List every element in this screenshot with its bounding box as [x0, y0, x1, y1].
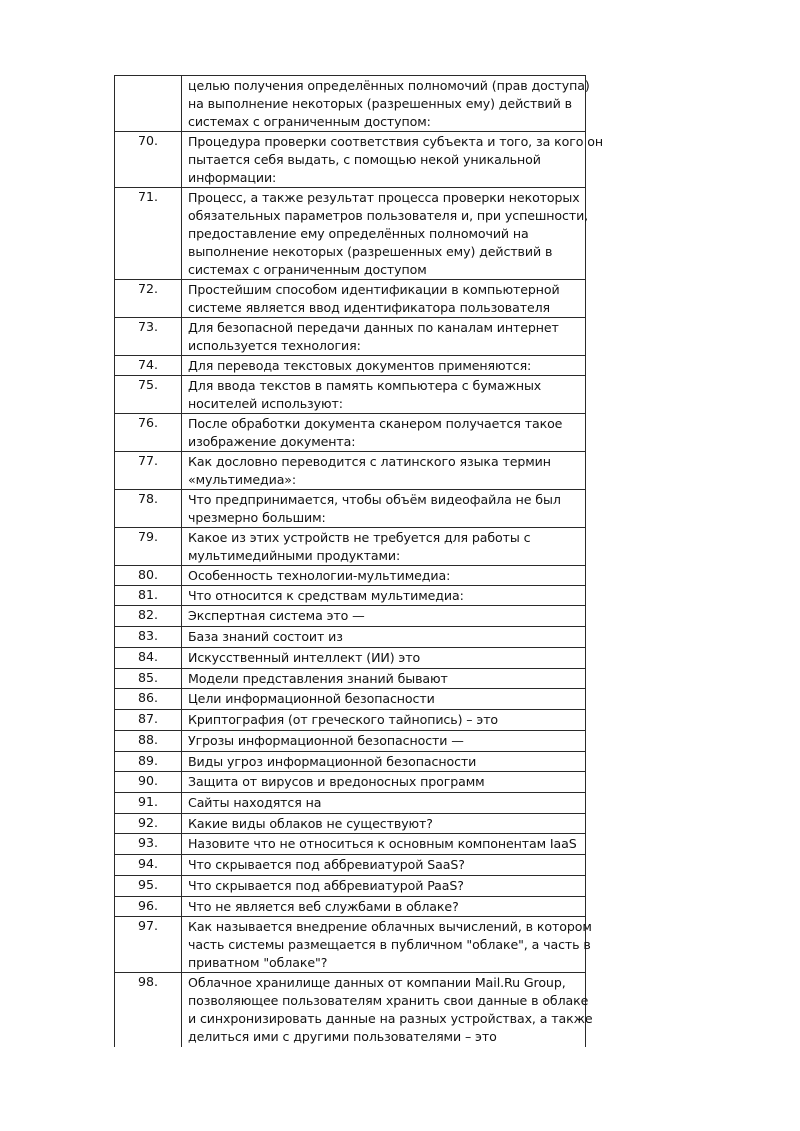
question-text-line: Модели представления знаний бывают: [188, 671, 448, 686]
question-number: 97.: [115, 917, 182, 973]
table-row: [115, 627, 586, 648]
question-text-line: Особенность технологии-мультимедиа:: [188, 568, 451, 583]
question-number: 88.: [115, 731, 182, 752]
question-number: 74.: [115, 356, 182, 376]
question-number: 71.: [115, 188, 182, 280]
table-row: [115, 752, 586, 772]
question-number: 75.: [115, 376, 182, 414]
question-text-line: Экспертная система это —: [188, 608, 365, 623]
question-text: [182, 814, 586, 834]
question-text-line: Для безопасной передачи данных по каналам интернет: [188, 320, 559, 335]
table-row: [115, 376, 586, 414]
table-row: [115, 414, 586, 452]
question-text-line: предоставление ему определённых полномочий на: [188, 226, 529, 241]
table-row: [115, 689, 586, 710]
question-text-line: Что предпринимается, чтобы объём видеофайла не был: [188, 492, 561, 507]
question-text: [182, 188, 589, 280]
table-row: [115, 132, 586, 188]
question-text-line: Искусственный интеллект (ИИ) это: [188, 650, 421, 665]
question-text: [182, 731, 586, 752]
question-text-line: пытается себя выдать, с помощью некой уникальной: [188, 152, 541, 167]
question-text: [182, 855, 586, 876]
question-text-line: Облачное хранилище данных от компании Mail.Ru Group,: [188, 975, 566, 990]
question-text: [182, 452, 586, 490]
question-text: [182, 414, 586, 452]
table-row: [115, 280, 586, 318]
question-number: [115, 76, 182, 132]
question-text-line: Как дословно переводится с латинского языка термин: [188, 454, 551, 469]
question-number: 79.: [115, 528, 182, 566]
table-row: [115, 772, 586, 793]
question-text: [182, 710, 586, 731]
question-number: 73.: [115, 318, 182, 356]
questions-table: [114, 75, 603, 1047]
question-number: 96.: [115, 897, 182, 917]
table-row: [115, 855, 586, 876]
table-row: [115, 897, 586, 917]
table-row: [115, 876, 586, 897]
question-text-line: Цели информационной безопасности: [188, 691, 435, 706]
table-row: [115, 648, 586, 669]
table-row: [115, 188, 586, 280]
question-number: 84.: [115, 648, 182, 669]
table-row: [115, 917, 586, 973]
question-text: [182, 793, 586, 814]
question-text: [182, 917, 592, 973]
question-number: 83.: [115, 627, 182, 648]
question-number: 93.: [115, 834, 182, 855]
question-text: [182, 669, 586, 689]
question-number: 92.: [115, 814, 182, 834]
question-text-line: мультимедийными продуктами:: [188, 548, 401, 563]
question-text: [182, 586, 586, 606]
table-row: [115, 814, 586, 834]
question-number: 76.: [115, 414, 182, 452]
question-text: [182, 376, 586, 414]
question-text: [182, 606, 586, 627]
question-text-line: используется технология:: [188, 338, 361, 353]
question-text: [182, 648, 586, 669]
table-row: [115, 834, 586, 855]
question-text: [182, 752, 586, 772]
question-text: [182, 490, 586, 528]
questions-table-body: [115, 76, 603, 1047]
question-number: 72.: [115, 280, 182, 318]
question-text: [182, 356, 586, 376]
question-number: 91.: [115, 793, 182, 814]
question-number: 81.: [115, 586, 182, 606]
question-number: 70.: [115, 132, 182, 188]
table-row: [115, 452, 586, 490]
question-text-line: Угрозы информационной безопасности —: [188, 733, 464, 748]
question-text: [182, 132, 603, 188]
question-text-line: Сайты находятся на: [188, 795, 322, 810]
question-text-line: Процедура проверки соответствия субъекта и того, за кого он: [188, 134, 603, 149]
question-text-line: Как называется внедрение облачных вычислений, в котором: [188, 919, 592, 934]
question-number: 82.: [115, 606, 182, 627]
question-text-line: Какие виды облаков не существуют?: [188, 816, 433, 831]
question-text-line: Криптография (от греческого тайнопись) – это: [188, 712, 499, 727]
question-text-line: Процесс, а также результат процесса проверки некоторых: [188, 190, 580, 205]
question-text: [182, 689, 586, 710]
table-row: [115, 793, 586, 814]
question-text: [182, 528, 586, 566]
question-text-line: позволяющее пользователям хранить свои данные в облаке: [188, 993, 589, 1008]
question-number: 94.: [115, 855, 182, 876]
question-text-line: на выполнение некоторых (разрешенных ему) действий в: [188, 96, 572, 111]
question-text-line: «мультимедиа»:: [188, 472, 297, 487]
question-number: 90.: [115, 772, 182, 793]
question-text-line: системе является ввод идентификатора пользователя: [188, 300, 551, 315]
question-text-line: часть системы размещается в публичном "облаке", а часть в: [188, 937, 591, 952]
table-row: [115, 528, 586, 566]
table-row: [115, 669, 586, 689]
table-row: [115, 76, 586, 132]
question-text-line: системах с ограниченным доступом:: [188, 114, 431, 129]
question-text-line: целью получения определённых полномочий (прав доступа): [188, 78, 590, 93]
question-text-line: обязательных параметров пользователя и, при успешности,: [188, 208, 589, 223]
question-text-line: База знаний состоит из: [188, 629, 343, 644]
question-text: [182, 973, 593, 1047]
question-text-line: системах с ограниченным доступом: [188, 262, 427, 277]
table-row: [115, 586, 586, 606]
question-text-line: Какое из этих устройств не требуется для работы с: [188, 530, 531, 545]
question-number: 78.: [115, 490, 182, 528]
question-text-line: приватном "облаке"?: [188, 955, 328, 970]
question-number: 89.: [115, 752, 182, 772]
question-text: [182, 280, 586, 318]
question-text-line: Виды угроз информационной безопасности: [188, 754, 477, 769]
question-number: 86.: [115, 689, 182, 710]
question-number: 95.: [115, 876, 182, 897]
question-text-line: Для ввода текстов в память компьютера с бумажных: [188, 378, 542, 393]
table-row: [115, 606, 586, 627]
question-number: 80.: [115, 566, 182, 586]
question-text: [182, 318, 586, 356]
question-text-line: выполнение некоторых (разрешенных ему) действий в: [188, 244, 553, 259]
question-number: 85.: [115, 669, 182, 689]
question-text-line: информации:: [188, 170, 277, 185]
table-row: [115, 731, 586, 752]
question-text: [182, 627, 586, 648]
question-text-line: Для перевода текстовых документов применяются:: [188, 358, 532, 373]
question-text-line: После обработки документа сканером получается такое: [188, 416, 563, 431]
table-row: [115, 973, 586, 1047]
question-text-line: Что не является веб службами в облаке?: [188, 899, 459, 914]
question-text-line: Назовите что не относиться к основным компонентам IaaS: [188, 836, 577, 851]
question-number: 98.: [115, 973, 182, 1047]
question-text-line: чрезмерно большим:: [188, 510, 326, 525]
question-text-line: и синхронизировать данные на разных устройствах, а также: [188, 1011, 593, 1026]
question-text: [182, 876, 586, 897]
table-row: [115, 710, 586, 731]
question-text: [182, 897, 586, 917]
question-number: 87.: [115, 710, 182, 731]
question-text: [182, 566, 586, 586]
question-text-line: делиться ими с другими пользователями – это: [188, 1029, 497, 1044]
table-row: [115, 318, 586, 356]
question-text-line: Что скрывается под аббревиатурой PaaS?: [188, 878, 464, 893]
table-row: [115, 356, 586, 376]
question-text: [182, 76, 590, 132]
question-number: 77.: [115, 452, 182, 490]
question-text-line: Что относится к средствам мультимедиа:: [188, 588, 464, 603]
table-row: [115, 490, 586, 528]
question-text-line: изображение документа:: [188, 434, 356, 449]
table-row: [115, 566, 586, 586]
question-text-line: Защита от вирусов и вредоносных программ: [188, 774, 485, 789]
question-text: [182, 772, 586, 793]
question-text-line: носителей используют:: [188, 396, 343, 411]
question-text-line: Простейшим способом идентификации в компьютерной: [188, 282, 560, 297]
question-text: [182, 834, 586, 855]
question-text-line: Что скрывается под аббревиатурой SaaS?: [188, 857, 465, 872]
